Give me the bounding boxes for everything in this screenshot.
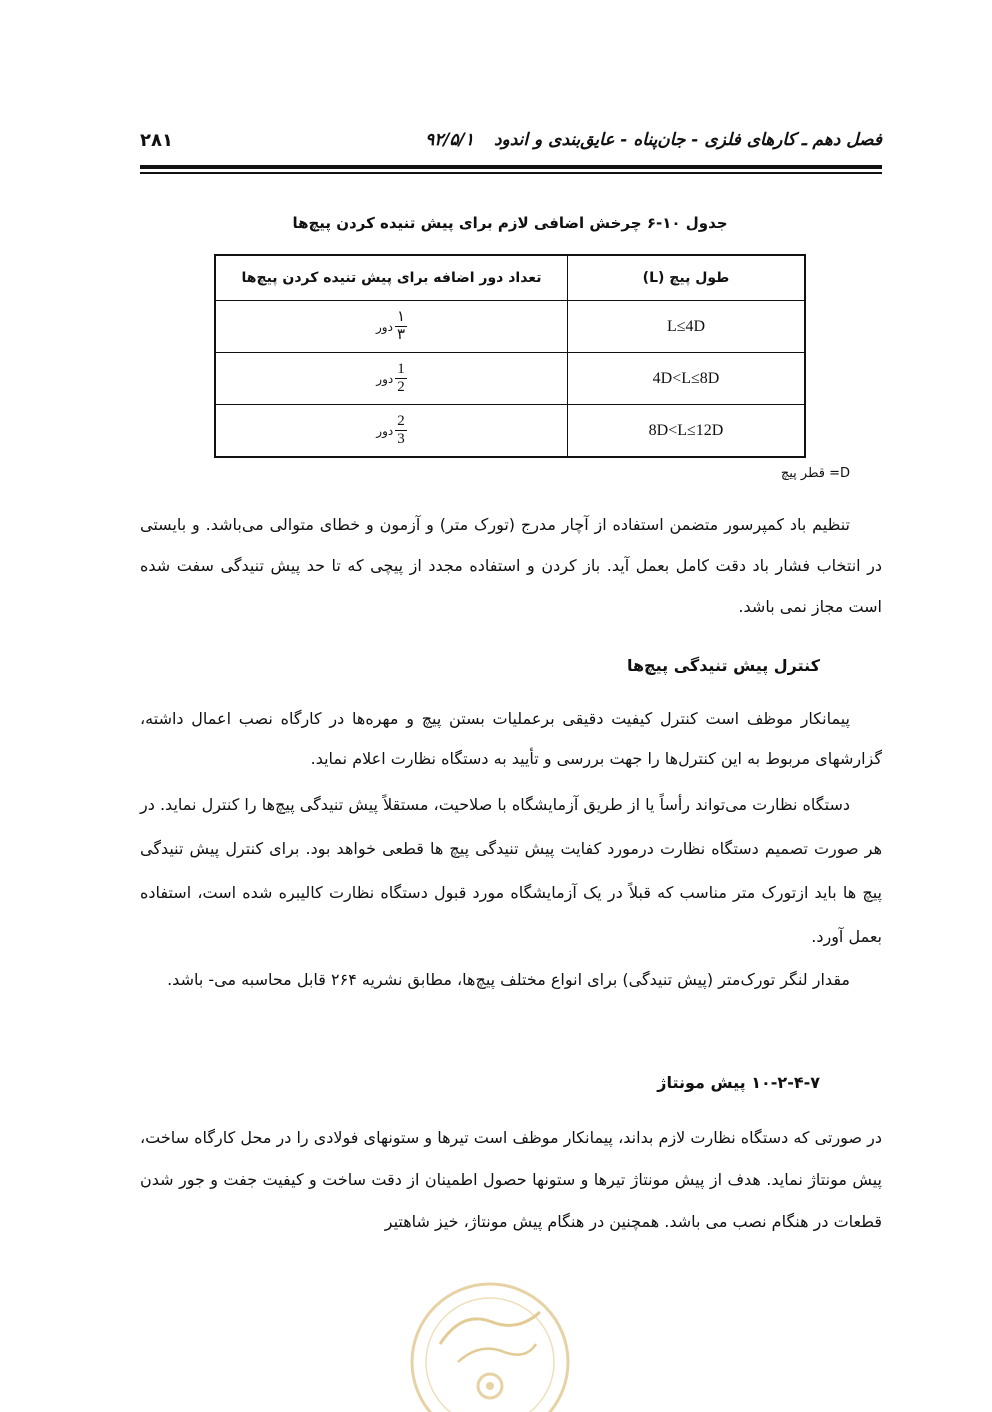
fraction-denominator: ۳ — [396, 327, 405, 343]
paragraph-contractor-qc: پیمانکار موظف است کنترل کیفیت دقیقی برعملیات بستن پیچ و مهره‌ها در کارگاه نصب اعمال داشته، گزارشهای مربوط به این کنترل‌ها را جهت بررسی و تأیید به دستگاه نظارت اعلام نماید. — [140, 709, 882, 768]
fraction-denominator: 3 — [397, 431, 405, 447]
fraction-denominator: 2 — [397, 379, 405, 395]
turns-unit: دور — [376, 423, 394, 438]
table-header-row — [215, 255, 805, 301]
extra-turns-cell — [215, 405, 568, 458]
page-number: ۲۸۱ — [140, 130, 173, 151]
table-row — [215, 353, 805, 405]
chapter-title-text: فصل دهم ـ کارهای فلزی - جان‌پناه - عایق‌بندی و اندود — [493, 130, 882, 150]
header-rule-thick — [140, 165, 882, 169]
turns-unit: دور — [376, 371, 394, 386]
revision-date: ۹۲/۵/۱ — [425, 130, 475, 150]
paragraph-compressor: تنظیم باد کمپرسور متضمن استفاده از آچار مدرج (تورک متر) و آزمون و خطای متوالی می‌باشد. و بایستی در انتخاب فشار باد دقت کامل بعمل آید. باز کردن و استفاده مجدد از پیچی که تا حد پیش تنیدگی سفت شده است مجاز نمی باشد. — [140, 515, 882, 616]
extra-turns-cell — [215, 301, 568, 353]
fraction-numerator: 1 — [397, 361, 405, 377]
turns-unit: دور — [376, 319, 393, 334]
bolt-length-cell: L≤4D — [568, 301, 806, 353]
watermark-logo — [400, 1282, 580, 1412]
section-heading-pretension-control: کنترل پیش تنیدگی پیچ‌ها — [626, 656, 820, 675]
paragraph-supervision: دستگاه نظارت می‌تواند رأساً یا از طریق آزمایشگاه با صلاحیت، مستقلاً پیش تنیدگی پیچ‌ها را کنترل نماید. در هر صورت تصمیم دستگاه نظارت درمورد کفایت پیش تنیدگی پیچ ها قطعی خواهد بود. برای کنترل پیش تنیدگی پیچ ها باید ازتورک متر مناسب که قبلاً در یک آزمایشگاه مورد قبول دستگاه نظارت کالیبره شده است، استفاده بعمل آورد. — [140, 795, 882, 946]
section-heading-preassembly: ۱۰-۲-۴-۷ پیش مونتاژ — [657, 1073, 820, 1092]
bolt-length-cell: 8D<L≤12D — [568, 405, 806, 458]
header-rule-thin — [140, 172, 882, 174]
table-row — [215, 405, 805, 458]
chapter-title — [425, 130, 882, 150]
column-header-length: طول پیچ (L) — [568, 255, 806, 301]
bolt-turns-table — [214, 254, 806, 458]
table-row — [215, 301, 805, 353]
column-header-turns: تعداد دور اضافه برای پیش تنیده کردن پیچ‌ها — [215, 255, 568, 301]
fraction-numerator: 2 — [397, 413, 405, 429]
extra-turns-cell — [215, 353, 568, 405]
table-note: D= قطر پیچ — [780, 466, 850, 481]
turns-fraction — [395, 361, 407, 396]
paragraph-preassembly: در صورتی که دستگاه نظارت لازم بداند، پیمانکار موظف است تیرها و ستونهای فولادی را در محل کارگاه ساخت، پیش مونتاژ نماید. هدف از پیش مونتاژ تیرها و ستونها حصول اطمینان از دقت ساخت و کیفیت جفت و جور شدن قطعات در هنگام نصب می باشد. همچنین در هنگام پیش مونتاژ، خیز شاهتیر — [140, 1128, 882, 1231]
table-caption: جدول ۱۰-۶ چرخش اضافی لازم برای پیش تنیده کردن پیچ‌ها — [292, 214, 728, 232]
turns-fraction — [395, 309, 407, 344]
paragraph-torque: مقدار لنگر تورک‌متر (پیش تنیدگی) برای انواع مختلف پیچ‌ها، مطابق نشریه ۲۶۴ قابل محاسبه می- باشد. — [167, 970, 850, 989]
turns-fraction — [395, 413, 407, 448]
page-header — [140, 126, 882, 160]
fraction-numerator: ۱ — [396, 309, 405, 325]
bolt-length-cell: 4D<L≤8D — [568, 353, 806, 405]
